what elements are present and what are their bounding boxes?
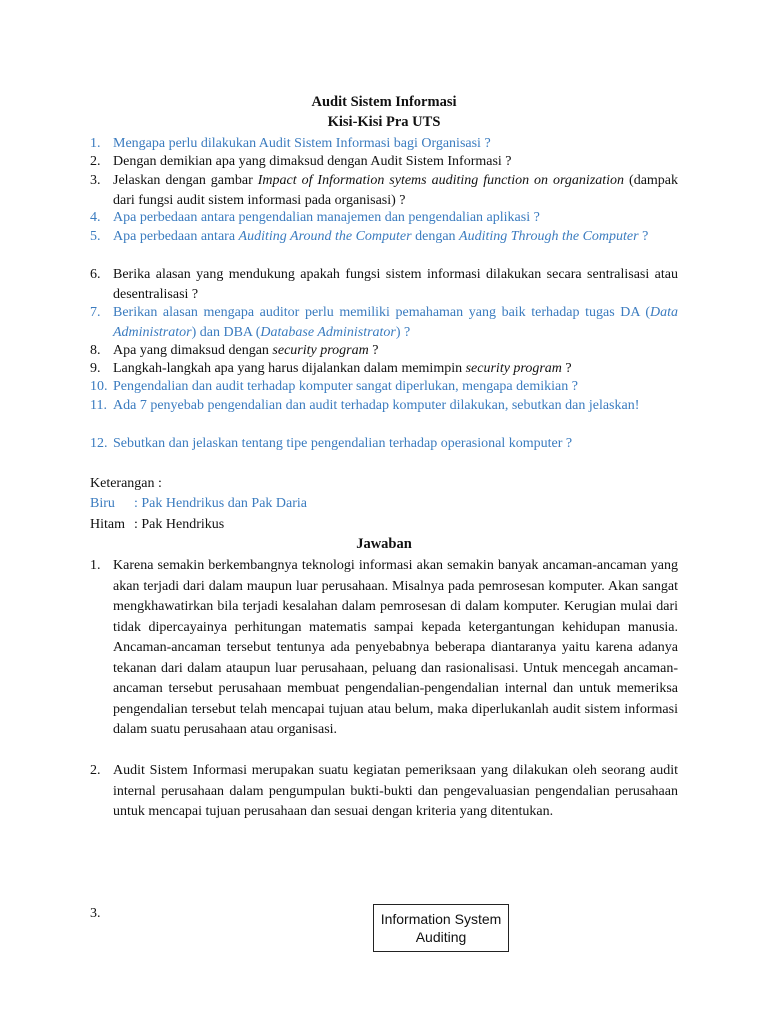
question-item: 12. Sebutkan dan jelaskan tentang tipe pengendalian terhadap operasional komputer ? xyxy=(90,436,573,451)
question-item: 6. Berika alasan yang mendukung apakah fungsi sistem informasi dilakukan secara sentralisasi atau desentralisasi ? xyxy=(90,267,678,302)
legend-label: Keterangan : xyxy=(90,476,162,491)
legend-black: Hitam : Pak Hendrikus xyxy=(90,517,225,532)
question-item: 11. Ada 7 penyebab pengendalian dan audit terhadap komputer dilakukan, sebutkan dan jelaskan! xyxy=(90,398,640,413)
question-item: 8. Apa yang dimaksud dengan security program ? xyxy=(90,343,379,358)
question-item: 4. Apa perbedaan antara pengendalian manajemen dan pengendalian aplikasi ? xyxy=(90,210,540,225)
document-title: Audit Sistem Informasi xyxy=(311,94,457,110)
question-item: 10. Pengendalian dan audit terhadap komputer sangat diperlukan, mengapa demikian ? xyxy=(90,379,578,394)
question-item: 9. Langkah-langkah apa yang harus dijalankan dalam memimpin security program ? xyxy=(90,361,572,376)
answer-item: 1. Karena semakin berkembangnya teknologi informasi akan semakin banyak ancaman-ancaman yang akan terjadi dari dalam maupun luar perusahaan. Misalnya pada pemrosesan komputer. Akan sangat mengkhawatirkan bila terjadi kesalahan dalam pemrosesan di dalam komputer. Kerugian mulai dari tidak dipercayainya perhitungan matematis sampai kepada ketergantungan kehidupan manusia. Ancaman-ancaman tersebut tentunya ada penyebabnya beberapa diantaranya yaitu karena adanya tekanan dari dalam ataupun luar perusahaan, peluang dan rasionalisasi. Untuk mencegah ancaman-ancaman tersebut perusahaan membuat pengendalian-pengendalian internal dan untuk memeriksa pengendalian tersebut telah mencapai tujuan atau belum, maka diperlukanlah audit sistem informasi dalam suatu perusahaan atau organisasi. xyxy=(90,558,678,737)
question-item: 2. Dengan demikian apa yang dimaksud dengan Audit Sistem Informasi ? xyxy=(90,154,512,169)
question-item: 7. Berikan alasan mengapa auditor perlu memiliki pemahaman yang baik terhadap tugas DA (Data Administrator) dan DBA (Database Administrator) ? xyxy=(90,305,678,340)
question-item: 1. Mengapa perlu dilakukan Audit Sistem Informasi bagi Organisasi ? xyxy=(90,136,491,151)
diagram-box: Information System Auditing xyxy=(373,904,509,952)
question-item: 5. Apa perbedaan antara Auditing Around the Computer dengan Auditing Through the Computer ? xyxy=(90,229,649,244)
answer-item: 2. Audit Sistem Informasi merupakan suatu kegiatan pemeriksaan yang dilakukan oleh seorang audit internal perusahaan dalam pengumpulan bukti-bukti dan pengevaluasian pengendalian perusahaan untuk mencapai tujuan perusahaan dan sesuai dengan kriteria yang ditentukan. xyxy=(90,763,678,819)
answers-heading: Jawaban xyxy=(356,536,412,552)
legend-blue: Biru : Pak Hendrikus dan Pak Daria xyxy=(90,496,308,511)
question-item: 3. Jelaskan dengan gambar Impact of Information sytems auditing function on organization (dampak dari fungsi audit sistem informasi pada organisasi) ? xyxy=(90,173,679,208)
document-subtitle: Kisi-Kisi Pra UTS xyxy=(327,114,441,130)
document-page: Audit Sistem Informasi Kisi-Kisi Pra UTS 1. Mengapa perlu dilakukan Audit Sistem Informasi bagi Organisasi ? 2. Dengan demikian apa yang dimaksud dengan Audit Sistem Informasi ? 3. Jelaskan dengan gambar Impact of Information sytems auditing function on organization (dampak dari fungsi audit sistem informasi pada organisasi) ? 4. Apa perbedaan antara pengendalian manajemen dan pengendalian aplikasi ? 5. Apa perbedaan antara Auditing Around the Computer dengan Auditing Through the Computer ? 6. Berika alasan yang mendukung apakah fungsi sistem informasi dilakukan secara sentralisasi atau desentralisasi ? 7. Berikan alasan mengapa auditor perlu memiliki pemahaman yang baik terhadap tugas DA (Data Administrator) dan DBA (Database Administrator) ? 8. Apa yang dimaksud dengan security program ? 9. Langkah-langkah apa yang harus dijalankan dalam memimpin security program ? 10. Pengendalian dan audit terhadap komputer sangat diperlukan, mengapa demikian ? 11. Ada 7 penyebab pengendalian dan audit terhadap komputer dilakukan, sebutkan dan jelaskan! 12. Sebutkan dan jelaskan tentang tipe pengendalian terhadap operasional komputer ? Keterangan : Biru : Pak Hendrikus dan Pak Daria Hitam : Pak Hendrikus Jawaban 1. Karena semakin berkembangnya teknologi informasi akan semakin banyak ancaman-ancaman yang akan terjadi dari dalam maupun luar perusahaan. Misalnya pada pemrosesan komputer. Akan sangat mengkhawatirkan bila terjadi kesalahan dalam pemrosesan di dalam komputer. Kerugian mulai dari tidak dipercayainya perhitungan matematis sampai kepada ketergantungan kehidupan manusia. Ancaman-ancaman tersebut tentunya ada penyebabnya beberapa diantaranya yaitu karena adanya tekanan dari dalam ataupun luar perusahaan, peluang dan rasionalisasi. Untuk mencegah ancaman-ancaman tersebut perusahaan membuat pengendalian-pengendalian internal dan untuk memeriksa pengendalian tersebut telah mencapai tujuan atau belum, maka diperlukanlah audit sistem informasi dalam suatu perusahaan atau organisasi. 2. Audit Sistem Informasi merupakan suatu kegiatan pemeriksaan yang dilakukan oleh seorang audit internal perusahaan dalam pengumpulan bukti-bukti dan pengevaluasian pengendalian perusahaan untuk mencapai tujuan perusahaan dan sesuai dengan kriteria yang ditentukan. 3. Information System Auditing xyxy=(0,0,768,1024)
